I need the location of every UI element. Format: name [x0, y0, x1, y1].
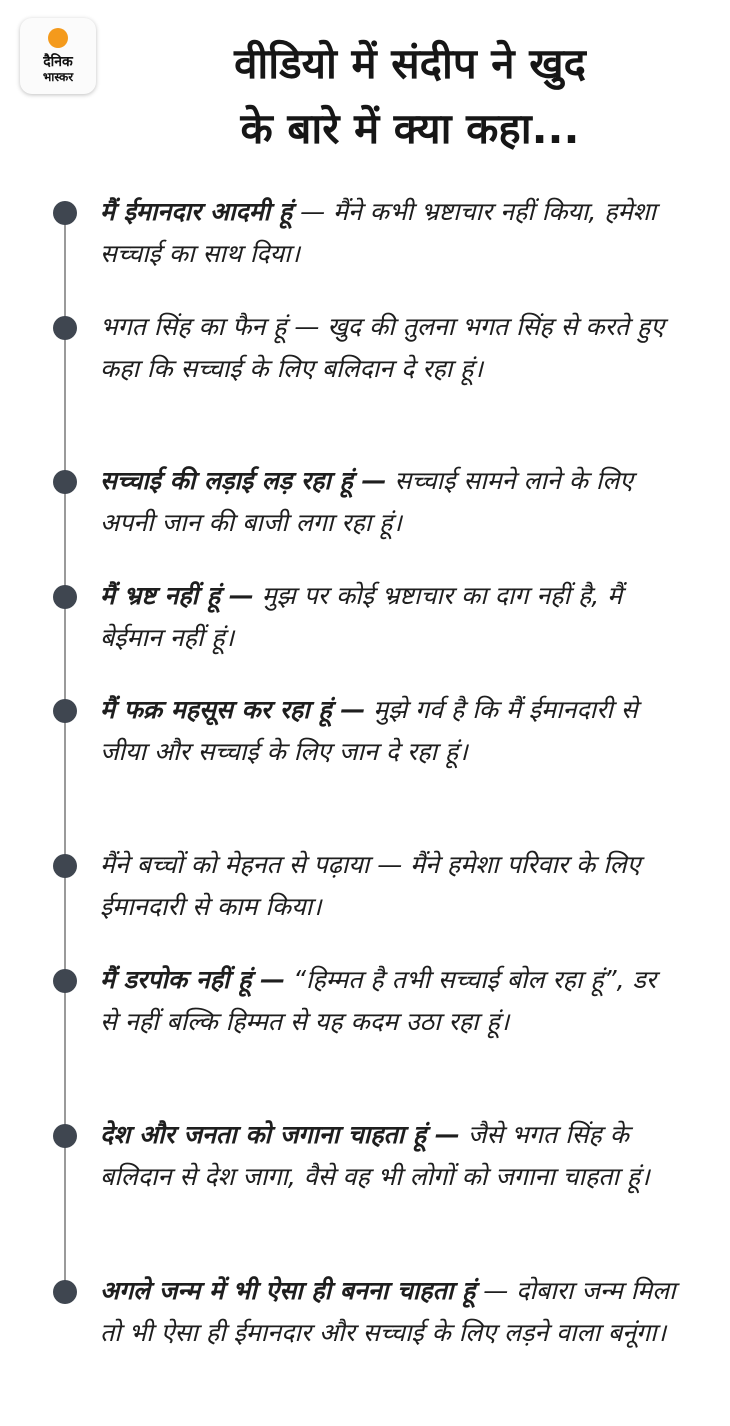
- item-text: मुझ पर कोई भ्रष्टाचार का दाग नहीं है, मैं बेईमान नहीं हूं।: [100, 581, 623, 652]
- list-item: [100, 689, 680, 773]
- brand-logo: [20, 18, 96, 94]
- list-item: [100, 1270, 680, 1354]
- item-heading: भगत सिंह का फैन हूं: [100, 312, 287, 341]
- timeline-dot: [53, 1124, 77, 1148]
- item-heading: मैं फक्र महसूस कर रहा हूं —: [100, 695, 366, 724]
- item-heading: मैंने बच्चों को मेहनत से पढ़ाया: [100, 850, 370, 879]
- timeline-dot: [53, 470, 77, 494]
- brand-name-line1: दैनिक: [43, 54, 73, 70]
- list-item: [100, 306, 680, 390]
- timeline-dot: [53, 969, 77, 993]
- item-text: — खुद की तुलना भगत सिंह से करते हुए कहा कि सच्चाई के लिए बलिदान दे रहा हूं।: [100, 312, 665, 383]
- item-text: — दोबारा जन्म मिला तो भी ऐसा ही ईमानदार और सच्चाई के लिए लड़ने वाला बनूंगा।: [100, 1276, 676, 1347]
- item-text: “हिम्मत है तभी सच्चाई बोल रहा हूं”, डर से नहीं बल्कि हिम्मत से यह कदम उठा रहा हूं।: [100, 965, 657, 1036]
- item-heading: अगले जन्म में भी ऐसा ही बनना चाहता हूं: [100, 1276, 476, 1305]
- item-heading: देश और जनता को जगाना चाहता हूं —: [100, 1120, 460, 1149]
- timeline-dot: [53, 201, 77, 225]
- timeline-dot: [53, 1280, 77, 1304]
- list-item: [100, 191, 680, 275]
- item-heading: मैं ईमानदार आदमी हूं: [100, 197, 293, 226]
- timeline-dot: [53, 699, 77, 723]
- timeline-dot: [53, 854, 77, 878]
- item-text: मुझे गर्व है कि मैं ईमानदारी से जीया और सच्चाई के लिए जान दे रहा हूं।: [100, 695, 638, 766]
- item-text: — मैंने हमेशा परिवार के लिए ईमानदारी से काम किया।: [100, 850, 641, 921]
- page-title-line2: के बारे में क्या कहा...: [240, 104, 580, 153]
- list-item: [100, 959, 680, 1043]
- item-text: जैसे भगत सिंह के बलिदान से देश जागा, वैसे वह भी लोगों को जगाना चाहता हूं।: [100, 1120, 650, 1191]
- list-item: [100, 575, 680, 659]
- page-title-line1: वीडियो में संदीप ने खुद: [234, 39, 586, 88]
- item-heading: मैं डरपोक नहीं हूं —: [100, 965, 286, 994]
- item-heading: सच्चाई की लड़ाई लड़ रहा हूं —: [100, 466, 387, 495]
- list-item: [100, 1114, 680, 1198]
- item-heading: मैं भ्रष्ट नहीं हूं —: [100, 581, 254, 610]
- timeline-dot: [53, 316, 77, 340]
- item-text: सच्चाई सामने लाने के लिए अपनी जान की बाजी लगा रहा हूं।: [100, 466, 634, 537]
- list-item: [100, 460, 680, 544]
- item-text: — मैंने कभी भ्रष्टाचार नहीं किया, हमेशा सच्चाई का साथ दिया।: [100, 197, 656, 268]
- sun-icon: [48, 28, 68, 48]
- brand-name-line2: भास्कर: [42, 70, 74, 84]
- list-item: [100, 844, 680, 928]
- timeline-dot: [53, 585, 77, 609]
